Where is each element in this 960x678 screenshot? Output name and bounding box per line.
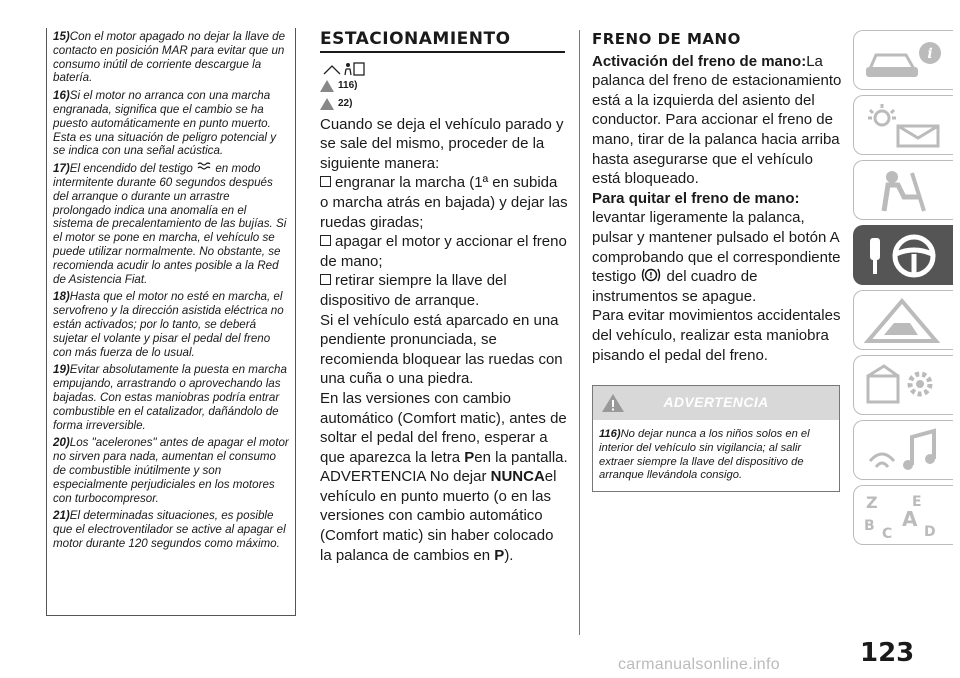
list-item: retirar siempre la llave del dispositivo de arranque. — [320, 272, 507, 309]
svg-text:i: i — [927, 46, 933, 62]
svg-text:!: ! — [649, 271, 654, 281]
tab-emergency[interactable] — [853, 290, 953, 350]
watermark: carmanualsonline.info — [618, 656, 780, 673]
tab-multimedia[interactable] — [853, 420, 953, 480]
tab-maintenance[interactable] — [853, 355, 953, 415]
estacionamiento-title: ESTACIONAMIENTO — [320, 30, 565, 53]
note-17: 17)El encendido del testigo en modo intermitente durante 60 segundos después del arranque o durante un arrastre prolongado indica una anomalía en el sistema de precalentamiento de las bujías. Si el motor se pone en marcha, el vehículo se puede utilizar normalmente. No obstante, se recomienda acudir lo antes posible a la Red de Asistencia Fiat. — [53, 162, 287, 286]
warning-body: 116)No dejar nunca a los niños solos en el interior del vehículo sin vigilancia; al salir extraer siempre la llave del dispositivo de arranque llevándola consigo. — [599, 428, 810, 482]
activacion-text: Activación del freno de mano:La palanca del freno de estacionamiento está a la izquierda del asiento del conductor. Para accionar el freno de mano, tirar de la palanca hacia arriba hasta asegurarse que el vehículo está bloqueado. — [592, 52, 842, 188]
chapter-sidebar — [853, 30, 955, 550]
list-item: apagar el motor y accionar el freno de mano; — [320, 233, 567, 270]
bullet-square-icon — [320, 235, 331, 246]
note-16: 16)Si el motor no arranca con una marcha engranada, significa que el cambio se ha puesto automáticamente en punto muerto. Esta es una situación de peligro potencial y se indica con una señal acústica. — [53, 89, 276, 158]
note-19: 19)Evitar absolutamente la puesta en marcha empujando, arrastrando o aprovechando las bajadas. Con estas maniobras podría entrar combustible en el catalizador, dañándolo de forma irreversible. — [53, 363, 287, 432]
pendiente-text: Si el vehículo está aparcado en una pendiente pronunciada, se recomienda bloquear las ruedas con una cuña o una piedra. — [320, 311, 563, 388]
index-icon — [862, 492, 946, 540]
warning-triangle-icon — [601, 393, 625, 419]
note-18: 18)Hasta que el motor no esté en marcha, el servofreno y la dirección asistida eléctrica no están activados; por lo tanto, se deberá sujetar el volante y pisar el pedal del freno con más fuerza de lo usual. — [53, 290, 284, 359]
warning-box — [592, 385, 840, 492]
list-item: engranar la marcha (1ª en subida o marcha atrás en bajada) y dejar las ruedas giradas; — [320, 174, 568, 231]
tab-safety[interactable] — [853, 160, 953, 220]
maintenance-icon — [862, 362, 946, 410]
estacionamiento-section — [320, 30, 568, 565]
quitar-label: Para quitar el freno de mano: — [592, 189, 800, 207]
intro-text: Cuando se deja el vehículo parado y se sale del mismo, proceder de la siguiente manera: — [320, 115, 564, 172]
note-20: 20)Los "acelerones" antes de apagar el motor no sirven para nada, aumentan el consumo de combustible inútilmente y son especialmente perjudiciales en los motores con turbocompresor. — [53, 436, 289, 505]
bullet-square-icon — [320, 274, 331, 285]
notes-column — [46, 28, 296, 616]
glow-plug-icon — [196, 162, 212, 171]
car-info-icon — [862, 37, 946, 85]
freno-title: FRENO DE MANO — [592, 30, 741, 48]
svg-text:E: E — [912, 494, 922, 510]
tab-car-info[interactable] — [853, 30, 953, 90]
freno-section — [592, 30, 842, 492]
automatic-text: En las versiones con cambio automático (Comfort matic), antes de soltar el pedal del freno, esperar a que aparezca la letra Pen la pantalla. — [320, 389, 568, 466]
svg-text:Z: Z — [866, 493, 878, 512]
warning-lights-icon — [862, 102, 946, 150]
svg-text:B: B — [864, 518, 875, 534]
column-divider — [579, 30, 580, 635]
brake-warning-icon — [640, 267, 662, 283]
note-21: 21)El determinadas situaciones, es posible que el electroventilador se active al apagar el motor durante 120 segundos como máximo. — [53, 509, 286, 550]
svg-text:A: A — [902, 507, 918, 531]
bullet-square-icon — [320, 176, 331, 187]
emergency-icon — [862, 297, 946, 345]
reference-icons: 116) 22) — [320, 59, 568, 113]
warning-title: ADVERTENCIA — [663, 394, 769, 411]
note-15: 15)Con el motor apagado no dejar la llave de contacto en posición MAR para evitar que un consumo inútil de corriente descargue la batería. — [53, 30, 286, 85]
svg-text:D: D — [924, 524, 936, 540]
multimedia-icon — [862, 427, 946, 475]
child-safety-icon — [322, 60, 366, 76]
svg-text:C: C — [882, 526, 893, 540]
evitar-text: Para evitar movimientos accidentales del vehículo, realizar esta maniobra pisando el pedal del freno. — [592, 307, 841, 364]
tab-index[interactable] — [853, 485, 953, 545]
quitar-text: levantar ligeramente la palanca, pulsar y mantener pulsado el botón A comprobando que el correspondiente testigo ! del cuadro de instrumentos se apague. — [592, 209, 841, 305]
warning-header — [593, 386, 839, 420]
warning-triangle-icon — [320, 80, 334, 92]
advertencia-text: ADVERTENCIA No dejar NUNCAel vehículo en punto muerto (o en las versiones con cambio automático (Comfort matic) sin haber colocado la palanca de cambios en P). — [320, 468, 557, 564]
tab-warning-lights[interactable] — [853, 95, 953, 155]
page-number: 123 — [860, 638, 915, 668]
steering-wheel-icon — [862, 232, 946, 280]
safety-icon — [862, 167, 946, 215]
tab-steering-wheel[interactable] — [853, 225, 953, 285]
caution-triangle-icon — [320, 98, 334, 110]
